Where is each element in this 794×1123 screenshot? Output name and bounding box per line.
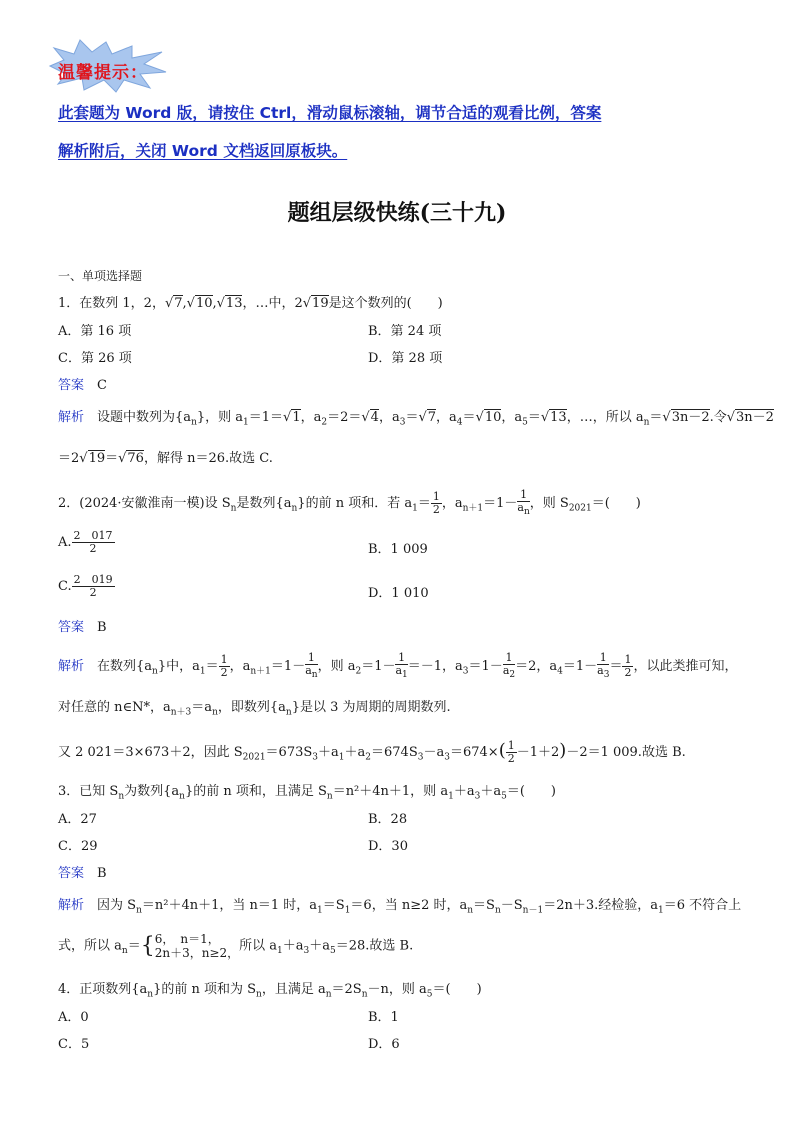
q3-option-d: D．30 [368,839,408,854]
q1-option-d: D．第 28 项 [368,351,443,366]
q3-stem: 3．已知 $S_n$为数列$\{a_n\}$的前 n 项和，且满足 $S_n=n^2+4n+1$，则 $a_1+a_3+a_5=$( ) [58,784,556,802]
q3-option-c: C．29 [58,839,98,854]
q2-analysis-line3: 又 2 021＝3×673＋2，因此 $S_{2021}=673S_3+a_1+a_2=674S_3-a_3=674\times$( $\frac{1}{2}$ －1＋2)－2＝1 009.故选 B. [58,739,686,765]
q3-analysis-line2: 式，所以 $a_n=${ 6， n＝1， 2n＋3，n≥2， 所以 $a_1+a_3+a_5=28$.故选 B. [58,932,414,960]
q2-analysis-line2: 对任意的 n∈N*，$a_{n+3}=a_n$，即数列$\{a_n\}$是以 3 为周期的周期数列. [58,700,451,718]
q3-analysis-line1: 解析 因为 $S_n=n^2+4n+1$，当 n＝1 时，$a_1=S_1=6$，当 n≥2 时，$a_n=S_n-S_{n-1}=2n+3$.经检验，$a_1=6$ 不符合上 [58,898,742,916]
q2-option-d: D．1 010 [368,586,429,601]
section-heading: 一、单项选择题 [58,269,143,283]
page-title: 题组层级快练(三十九) [287,200,507,226]
q1-option-a: A．第 16 项 [58,324,132,339]
q1-sqrt7: √7,√10,√13 [164,296,243,311]
q2-stem: 2．(2024·安徽淮南一模)设 $S_n$是数列$\{a_n\}$的前 n 项和．若 $a_1=$ $\frac{1}{2}$ ，$a_{n+1}=1-$ $\frac{1}{a_n}$ ，则 $S_{2021}=$( ) [58,488,641,518]
q2-option-b: B．1 009 [368,542,428,557]
q4-option-c: C．5 [58,1037,90,1052]
q1-answer: 答案 C [58,378,107,393]
notice-line-2: 解析附后，关闭 Word 文档返回原板块。 [58,142,348,160]
q2-analysis-line1: 解析 在数列$\{a_n\}$中，$a_1=$ $\frac{1}{2}$ ，$a_{n+1}=1-$ $\frac{1}{a_n}$ ，则 $a_2=1-$ $\frac{1}{a_1}$ ＝－1，$a_3=1-$ $\frac{1}{a_2}$ ＝2，$a_4=1-$ $\frac{1}{a_3}$ ＝ $\frac{1}{2}$ ，以此类推可知， [58,651,738,681]
q2-answer: 答案 B [58,620,107,635]
q4-option-a: A．0 [58,1010,89,1025]
q4-stem: 4．正项数列$\{a_n\}$的前 n 项和为 $S_n$，且满足 $a_n=2S_n-n$，则 $a_5=$( ) [58,982,482,1000]
q1-option-c: C．第 26 项 [58,351,132,366]
q1-stem: 1．在数列 1，2，√7,√10,√13，…中，2√19是这个数列的( ) [58,296,443,311]
q2-option-a: A. $\frac{2 017}{2}$ [58,529,113,555]
q3-option-a: A．27 [58,812,97,827]
q3-answer: 答案 B [58,866,107,881]
q4-option-b: B．1 [368,1010,399,1025]
q1-option-b: B．第 24 项 [368,324,442,339]
q1-analysis-line2: ＝2√19＝√76，解得 n＝26.故选 C. [58,451,273,466]
notice-line-1: 此套题为 Word 版，请按住 Ctrl，滑动鼠标滚轴，调节合适的观看比例，答案 [58,104,602,122]
q2-option-c: C. $\frac{2 019}{2}$ [58,573,113,599]
q4-option-d: D．6 [368,1037,400,1052]
banner-title: 温馨提示： [58,63,148,83]
q3-option-b: B．28 [368,812,408,827]
q1-analysis-line1: 解析 设题中数列为$\{a_n\}$，则 $a_1=1=√1$，$a_2=2=√4$，$a_3=√7$，$a_4=√10$，$a_5=√13$，…，所以 $a_n=√3n-2$.令√3n－2 [58,410,774,428]
